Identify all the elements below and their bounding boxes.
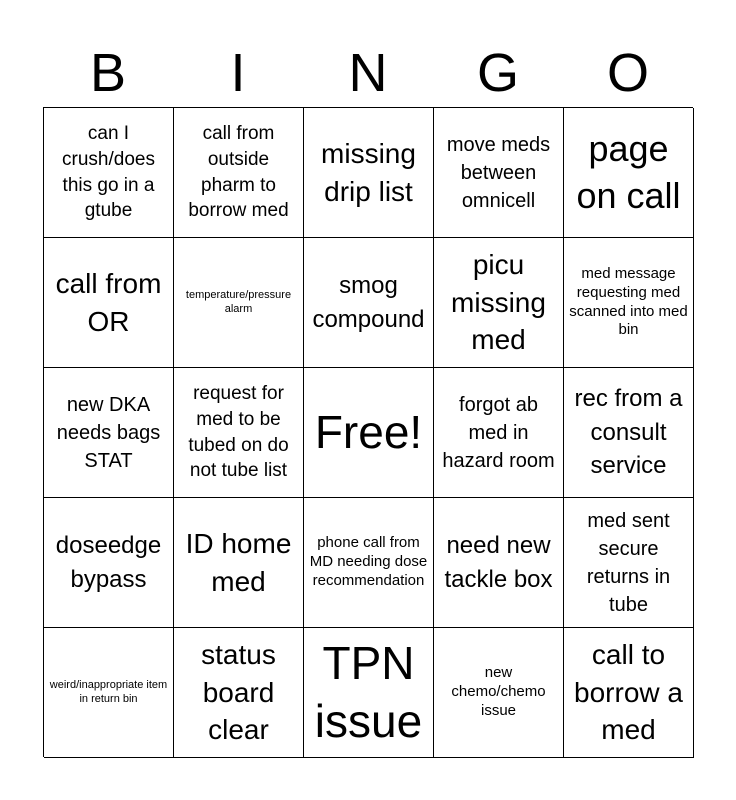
cell-text: call to borrow a med xyxy=(574,638,683,746)
bingo-cell[interactable] xyxy=(44,498,174,628)
bingo-cell[interactable] xyxy=(434,108,564,238)
cell-text: ID home med xyxy=(185,527,292,597)
bingo-cell[interactable] xyxy=(434,368,564,498)
cell-text: call from outside pharm to borrow med xyxy=(188,123,289,222)
bingo-cell[interactable] xyxy=(564,498,694,628)
cell-text: call from OR xyxy=(55,267,162,337)
cell-text: doseedge bypass xyxy=(55,531,162,593)
cell-text: temperature/pressure alarm xyxy=(185,288,292,315)
bingo-grid xyxy=(43,107,693,757)
header-letter-i: I xyxy=(230,43,246,103)
cell-text: picu missing med xyxy=(451,248,546,356)
bingo-cell[interactable] xyxy=(44,368,174,498)
header-letter-g: G xyxy=(476,43,519,103)
bingo-cell[interactable] xyxy=(564,368,694,498)
bingo-cell[interactable] xyxy=(564,628,694,758)
cell-text: can I crush/does this go in a gtube xyxy=(62,123,155,222)
header-letter-b: B xyxy=(89,43,127,103)
bingo-cell-free[interactable] xyxy=(304,368,434,498)
bingo-cell[interactable] xyxy=(304,108,434,238)
bingo-cell[interactable] xyxy=(304,628,434,758)
cell-text: new chemo/chemo issue xyxy=(451,664,546,719)
bingo-cell[interactable] xyxy=(174,108,304,238)
bingo-cell[interactable] xyxy=(434,238,564,368)
bingo-header xyxy=(43,40,693,106)
bingo-cell[interactable] xyxy=(174,498,304,628)
cell-text: forgot ab med in hazard room xyxy=(442,393,555,472)
bingo-cell[interactable] xyxy=(44,108,174,238)
bingo-cell[interactable] xyxy=(44,628,174,758)
cell-text: med sent secure returns in tube xyxy=(586,509,671,616)
bingo-cell[interactable] xyxy=(174,368,304,498)
bingo-cell[interactable] xyxy=(564,108,694,238)
cell-text: new DKA needs bags STAT xyxy=(56,393,161,472)
header-letter-n: N xyxy=(348,43,388,103)
cell-text: weird/inappropriate item in return bin xyxy=(49,678,168,705)
cell-text: TPN issue xyxy=(314,637,423,747)
bingo-cell[interactable] xyxy=(304,238,434,368)
bingo-cell[interactable] xyxy=(564,238,694,368)
cell-text: Free! xyxy=(314,405,423,458)
header-letter-o: O xyxy=(606,43,649,103)
cell-text: status board clear xyxy=(201,638,276,746)
bingo-cell[interactable] xyxy=(44,238,174,368)
bingo-cell[interactable] xyxy=(174,238,304,368)
cell-text: page on call xyxy=(576,127,681,216)
bingo-cell[interactable] xyxy=(304,498,434,628)
cell-text: phone call from MD needing dose recommendation xyxy=(309,534,428,589)
cell-text: missing drip list xyxy=(321,137,416,207)
bingo-cell[interactable] xyxy=(174,628,304,758)
bingo-cell[interactable] xyxy=(434,628,564,758)
cell-text: need new tackle box xyxy=(444,531,553,593)
cell-text: move meds between omnicell xyxy=(446,133,551,212)
cell-text: med message requesting med scanned into med bin xyxy=(569,265,688,339)
bingo-cell[interactable] xyxy=(434,498,564,628)
cell-text: rec from a consult service xyxy=(574,385,683,480)
cell-text: request for med to be tubed on do not tube list xyxy=(188,383,289,482)
cell-text: smog compound xyxy=(312,271,425,333)
